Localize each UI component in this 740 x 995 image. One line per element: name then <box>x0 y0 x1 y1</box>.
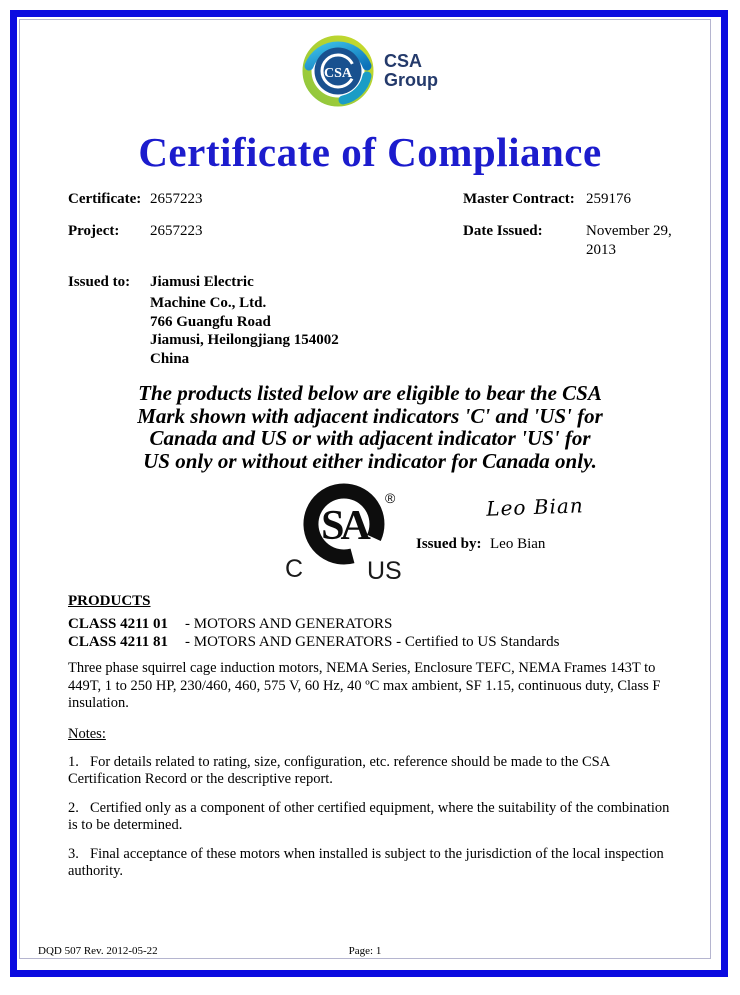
class-description: - MOTORS AND GENERATORS <box>185 616 393 632</box>
project-label: Project: <box>68 223 120 239</box>
certificate-label: Certificate: <box>68 191 142 207</box>
address-line: Machine Co., Ltd. <box>150 295 267 311</box>
products-heading: PRODUCTS <box>68 593 151 609</box>
statement-line: US only or without either indicator for Canada only. <box>143 448 597 473</box>
page-footer <box>0 943 730 957</box>
class-list <box>68 615 675 651</box>
class-code: CLASS 4211 01 <box>68 616 169 632</box>
project-value: 2657223 <box>150 223 203 239</box>
date-issued-value: November 29, 2013 <box>586 223 672 258</box>
note-item <box>68 800 675 835</box>
master-contract-label: Master Contract: <box>463 191 575 207</box>
logo-wordmark-line2: Group <box>384 70 438 90</box>
logo-wordmark <box>384 52 438 90</box>
note-item <box>68 846 675 881</box>
statement-line: The products listed below are eligible to bear the CSA <box>138 381 602 405</box>
issued-to-value: Jiamusi Electric <box>150 274 254 290</box>
us-indicator: US <box>367 557 402 581</box>
address-line: Jiamusi, Heilongjiang 154002 <box>150 332 339 348</box>
note-number: 1. <box>68 753 79 770</box>
notes-heading: Notes: <box>68 725 106 742</box>
csa-group-logo <box>20 35 720 107</box>
c-indicator: C <box>285 555 304 581</box>
note-text: Certified only as a component of other certified equipment, where the suitability of the combination is to be determined. <box>68 799 670 833</box>
mark-and-signature-row <box>20 480 720 581</box>
note-text: Final acceptance of these motors when installed is subject to the jurisdiction of the local inspection authority. <box>68 845 664 879</box>
issuer-signature: Leo Bian <box>485 493 585 521</box>
issued-by-name: Leo Bian <box>490 536 546 552</box>
issued-by-label: Issued by: <box>416 536 482 552</box>
class-code: CLASS 4211 81 <box>68 634 169 650</box>
class-row <box>68 615 675 633</box>
address-line: China <box>150 350 190 367</box>
master-contract-value: 259176 <box>586 191 631 207</box>
issued-to-label: Issued to: <box>68 274 131 290</box>
mark-monogram-text: SA <box>321 503 367 549</box>
address-line: 766 Guangfu Road <box>150 313 271 330</box>
note-number: 3. <box>68 845 79 862</box>
eligibility-statement <box>20 382 720 472</box>
certificate-value: 2657223 <box>150 191 203 207</box>
logo-wordmark-line1: CSA <box>384 51 423 71</box>
csa-group-swirl-icon <box>302 35 374 107</box>
page-title: Certificate of Compliance <box>138 129 602 175</box>
certificate-content <box>20 20 720 959</box>
product-description: Three phase squirrel cage induction motors, NEMA Series, Enclosure TEFC, NEMA Frames 143T to 449T, 1 to 250 HP, 230/460, 460, 575 V, 60 Hz, 40 ºC max ambient, SF 1.15, continuous duty, Class F insulation. <box>68 660 661 711</box>
issued-to-address <box>150 294 720 368</box>
certificate-fields <box>68 190 675 292</box>
footer-doc-ref: DQD 507 Rev. 2012-05-22 <box>38 945 158 957</box>
footer-page-number: Page: 1 <box>348 945 382 957</box>
logo-monogram-text: CSA <box>323 66 353 81</box>
class-description: - MOTORS AND GENERATORS - Certified to US Standards <box>185 634 560 650</box>
note-text: For details related to rating, size, configuration, etc. reference should be made to the CSA Certification Record or the descriptive report. <box>68 753 610 787</box>
statement-line: Mark shown with adjacent indicators 'C' and 'US' for <box>137 403 603 428</box>
csa-certification-mark-icon <box>283 480 405 581</box>
statement-line: Canada and US or with adjacent indicator 'US' for <box>149 426 591 450</box>
note-item <box>68 754 675 789</box>
note-number: 2. <box>68 799 79 816</box>
registered-trademark-symbol: ® <box>385 490 396 506</box>
class-row <box>68 633 675 651</box>
date-issued-label: Date Issued: <box>463 223 543 239</box>
